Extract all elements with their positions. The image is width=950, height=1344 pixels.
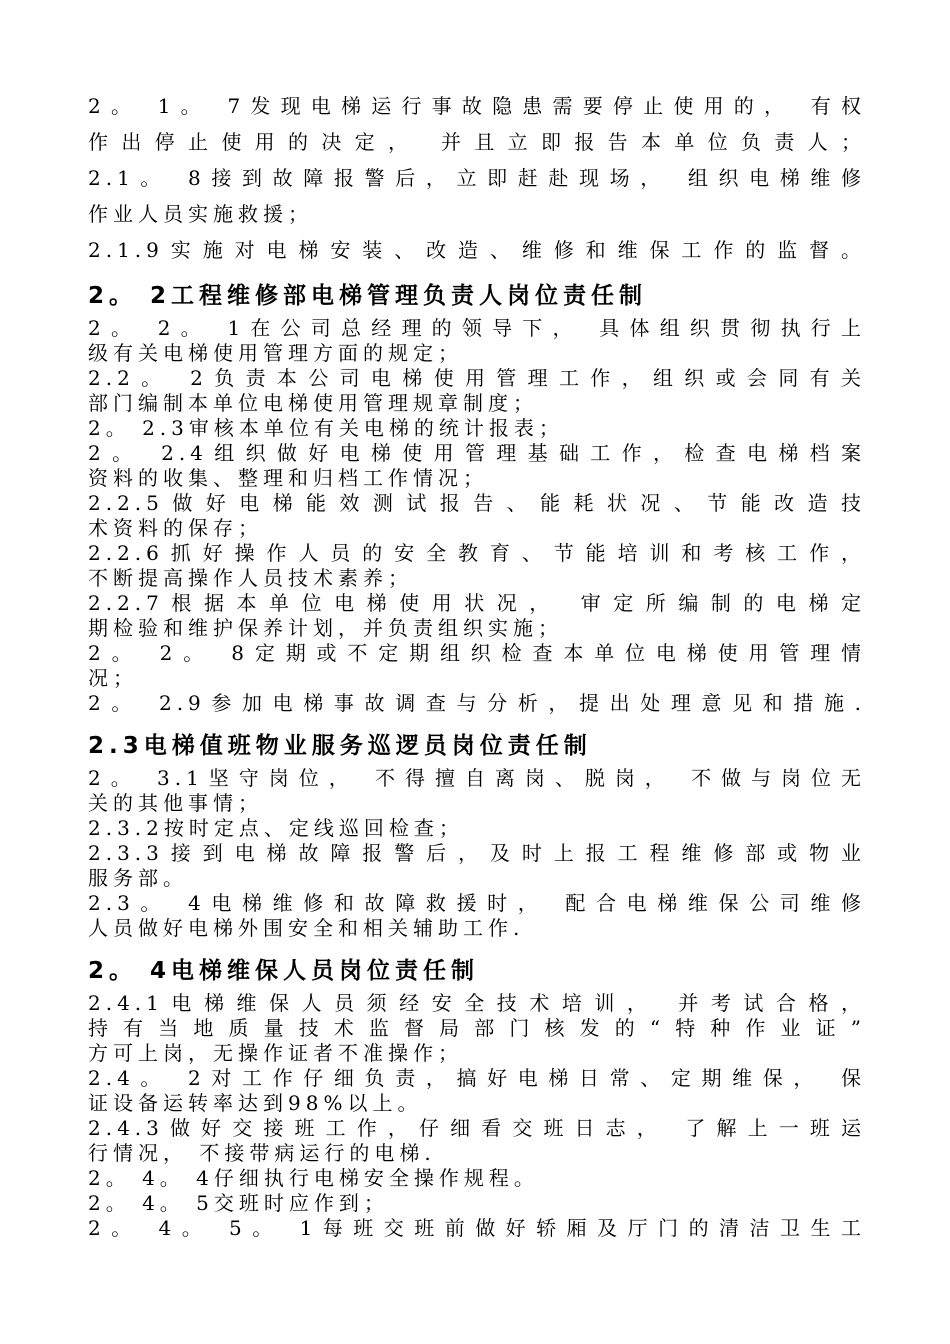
body-line: 作业人员实施救援； [88, 202, 313, 226]
body-line: 作出停止使用的决定， 并且立即报告本单位负责人； [88, 130, 866, 154]
body-line: 人员做好电梯外围安全和相关辅助工作. [88, 916, 525, 940]
body-line: 行情况， 不接带病运行的电梯. [88, 1141, 436, 1165]
body-line: 2.4。 2对工作仔细负责，搞好电梯日常、定期维保， 保 [88, 1066, 866, 1090]
body-line: 2.3.2按时定点、定线巡回检查； [88, 816, 464, 840]
body-line: 2.1.9实施对电梯安装、改造、维修和维保工作的监督。 [88, 238, 866, 262]
body-line: 2.4.3做好交接班工作，仔细看交班日志， 了解上一班运 [88, 1116, 866, 1140]
body-line: 关的其他事情； [88, 791, 263, 815]
body-line: 2.3.3接到电梯故障报警后，及时上报工程维修部或物业 [88, 841, 866, 865]
body-line: 2.2。 2负责本公司电梯使用管理工作，组织或会同有关 [88, 366, 866, 390]
body-line: 2。 3.1坚守岗位， 不得擅自离岗、脱岗， 不做与岗位无 [88, 766, 866, 790]
section-2-3-body [88, 766, 866, 941]
body-line: 术资料的保存； [88, 516, 263, 540]
section-2-4-body [88, 991, 866, 1241]
body-line: 2。 2。 8定期或不定期组织检查本单位电梯使用管理情 [88, 641, 866, 665]
body-line: 2。 2.9参加电梯事故调查与分析，提出处理意见和措施. [88, 691, 866, 715]
body-line: 期检验和维护保养计划，并负责组织实施； [88, 616, 563, 640]
body-line: 2.2.6抓好操作人员的安全教育、节能培训和考核工作， [88, 541, 866, 565]
body-line: 级有关电梯使用管理方面的规定； [88, 341, 463, 365]
body-line: 持有当地质量技术监督局部门核发的“特种作业证” [88, 1016, 866, 1040]
body-line: 2.1。 8接到故障报警后，立即赶赴现场， 组织电梯维修 [88, 166, 866, 190]
section-heading: 2.3电梯值班物业服务巡逻员岗位责任制 [88, 733, 592, 759]
section-2-2-body [88, 316, 866, 716]
body-line: 2。 4。 5。 1每班交班前做好轿厢及厅门的清洁卫生工 [88, 1216, 866, 1240]
body-line: 2。 2。 1在公司总经理的领导下， 具体组织贯彻执行上 [88, 316, 866, 340]
body-line: 服务部。 [88, 866, 188, 890]
body-line: 2。 2.4组织做好电梯使用管理基础工作，检查电梯档案 [88, 441, 866, 465]
body-line: 不断提高操作人员技术素养； [88, 566, 413, 590]
section-heading: 2。 2工程维修部电梯管理负责人岗位责任制 [88, 283, 648, 309]
section-2-1-tail [88, 88, 866, 268]
body-line: 2。 2.3审核本单位有关电梯的统计报表； [88, 416, 564, 440]
body-line: 2。 4。 4仔细执行电梯安全操作规程。 [88, 1166, 539, 1190]
body-line: 2.2.5做好电梯能效测试报告、能耗状况、节能改造技 [88, 491, 866, 515]
section-heading: 2。 4电梯维保人员岗位责任制 [88, 958, 480, 984]
body-line: 2。 1。 7发现电梯运行事故隐患需要停止使用的， 有权 [88, 94, 866, 118]
body-line: 证设备运转率达到98%以上。 [88, 1091, 423, 1115]
body-line: 况； [88, 666, 138, 690]
body-line: 2.3。 4电梯维修和故障救援时， 配合电梯维保公司维修 [88, 891, 866, 915]
body-line: 资料的收集、整理和归档工作情况； [88, 466, 488, 490]
document-page [88, 88, 866, 1241]
body-line: 2.4.1电梯维保人员须经安全技术培训， 并考试合格， [88, 991, 866, 1015]
body-line: 2.2.7根据本单位电梯使用状况， 审定所编制的电梯定 [88, 591, 866, 615]
body-line: 方可上岗，无操作证者不准操作； [88, 1041, 463, 1065]
body-line: 2。 4。 5交班时应作到； [88, 1191, 389, 1215]
body-line: 部门编制本单位电梯使用管理规章制度； [88, 391, 538, 415]
